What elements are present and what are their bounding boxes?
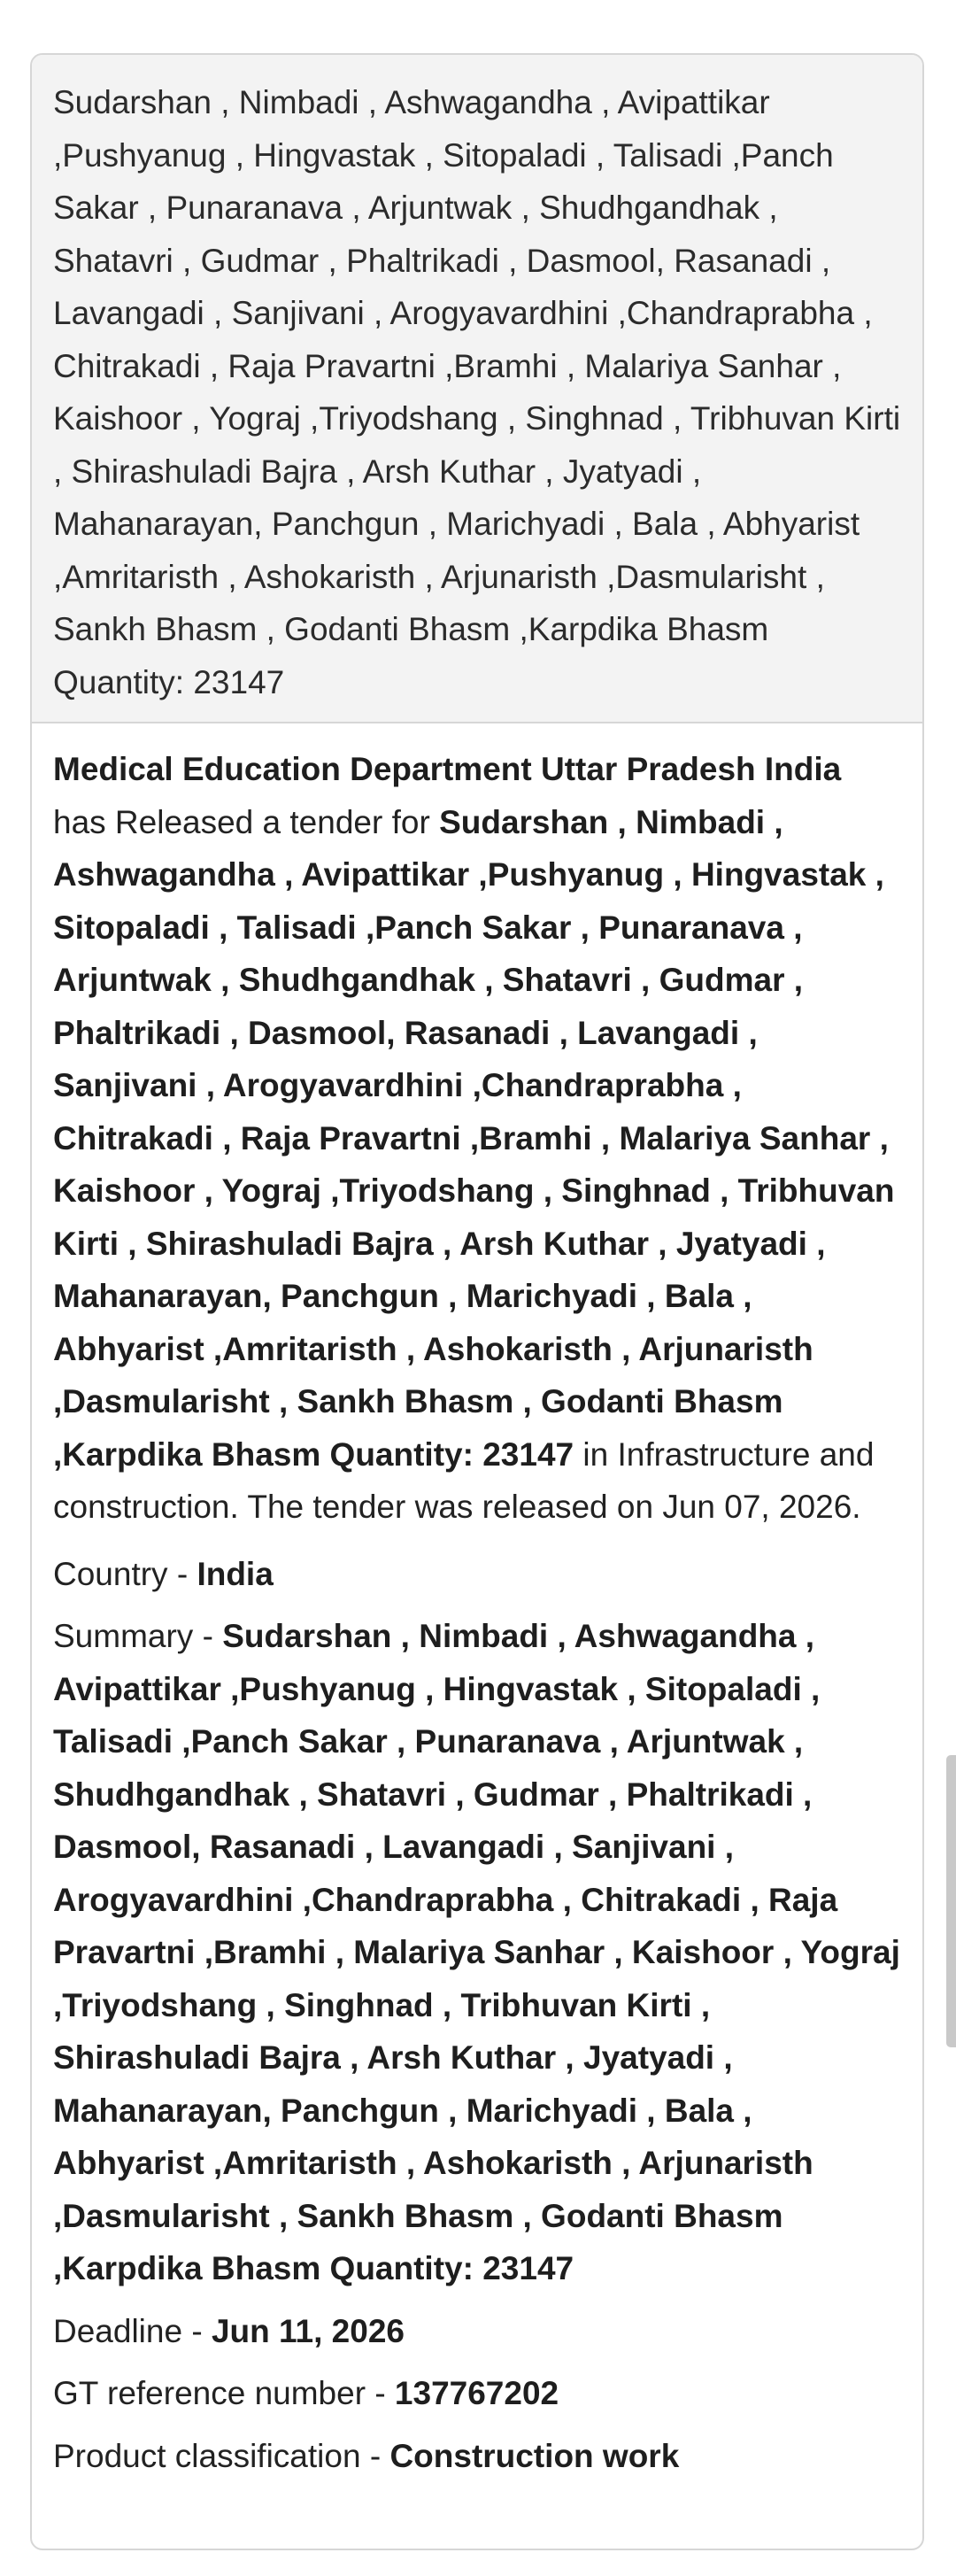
deadline-field bbox=[53, 2305, 901, 2358]
classification-value: Construction work bbox=[389, 2437, 680, 2474]
classification-label: Product classification - bbox=[53, 2437, 390, 2474]
country-value: India bbox=[197, 1555, 274, 1592]
gt-reference-field bbox=[53, 2367, 901, 2420]
country-field bbox=[53, 1548, 901, 1601]
description-released-text: has Released a tender for bbox=[53, 803, 430, 840]
description-org: Medical Education Department Uttar Pradesh India bbox=[53, 751, 842, 787]
gt-reference-label: GT reference number - bbox=[53, 2375, 395, 2411]
tender-title: Sudarshan , Nimbadi , Ashwagandha , Avipattikar ,Pushyanug , Hingvastak , Sitopaladi , Talisadi ,Panch Sakar , Punaranava , Arjuntwak , Shudhgandhak , Shatavri , Gudmar , Phaltrikadi , Dasmool, Rasanadi , Lavangadi , Sanjivani , Arogyavardhini ,Chandraprabha , Chitrakadi , Raja Pravartni ,Bramhi , Malariya Sanhar , Kaishoor , Yograj ,Triyodshang , Singhnad , Tribhuvan Kirti , Shirashuladi Bajra , Arsh Kuthar , Jyatyadi , Mahanarayan, Panchgun , Marichyadi , Bala , Abhyarist ,Amritaristh , Ashokaristh , Arjunaristh ,Dasmularisht , Sankh Bhasm , Godanti Bhasm ,Karpdika Bhasm Quantity: 23147 bbox=[32, 55, 922, 723]
summary-value: Sudarshan , Nimbadi , Ashwagandha , Avipattikar ,Pushyanug , Hingvastak , Sitopaladi , Talisadi ,Panch Sakar , Punaranava , Arjuntwak , Shudhgandhak , Shatavri , Gudmar , Phaltrikadi , Dasmool, Rasanadi , Lavangadi , Sanjivani , Arogyavardhini ,Chandraprabha , Chitrakadi , Raja Pravartni ,Bramhi , Malariya Sanhar , Kaishoor , Yograj ,Triyodshang , Singhnad , Tribhuvan Kirti , Shirashuladi Bajra , Arsh Kuthar , Jyatyadi , Mahanarayan, Panchgun , Marichyadi , Bala , Abhyarist ,Amritaristh , Ashokaristh , Arjunaristh ,Dasmularisht , Sankh Bhasm , Godanti Bhasm ,Karpdika Bhasm Quantity: 23147 bbox=[53, 1618, 900, 2286]
country-label: Country - bbox=[53, 1555, 197, 1592]
page-scrollbar[interactable] bbox=[946, 1755, 956, 2047]
deadline-label: Deadline - bbox=[53, 2312, 212, 2349]
tender-card bbox=[30, 53, 924, 2550]
deadline-value: Jun 11, 2026 bbox=[211, 2312, 405, 2349]
tender-description bbox=[53, 743, 901, 1534]
classification-field bbox=[53, 2430, 901, 2483]
tender-details bbox=[32, 723, 922, 2482]
summary-field bbox=[53, 1610, 901, 2295]
description-sector-text: in Infrastructure and construction. The tender was released on Jun 07, 2026. bbox=[53, 1435, 875, 1525]
gt-reference-value: 137767202 bbox=[394, 2375, 559, 2411]
summary-label: Summary - bbox=[53, 1618, 223, 1654]
description-item: Sudarshan , Nimbadi , Ashwagandha , Avipattikar ,Pushyanug , Hingvastak , Sitopaladi , Talisadi ,Panch Sakar , Punaranava , Arjuntwak , Shudhgandhak , Shatavri , Gudmar , Phaltrikadi , Dasmool, Rasanadi , Lavangadi , Sanjivani , Arogyavardhini ,Chandraprabha , Chitrakadi , Raja Pravartni ,Bramhi , Malariya Sanhar , Kaishoor , Yograj ,Triyodshang , Singhnad , Tribhuvan Kirti , Shirashuladi Bajra , Arsh Kuthar , Jyatyadi , Mahanarayan, Panchgun , Marichyadi , Bala , Abhyarist ,Amritaristh , Ashokaristh , Arjunaristh ,Dasmularisht , Sankh Bhasm , Godanti Bhasm ,Karpdika Bhasm Quantity: 23147 bbox=[53, 803, 895, 1473]
